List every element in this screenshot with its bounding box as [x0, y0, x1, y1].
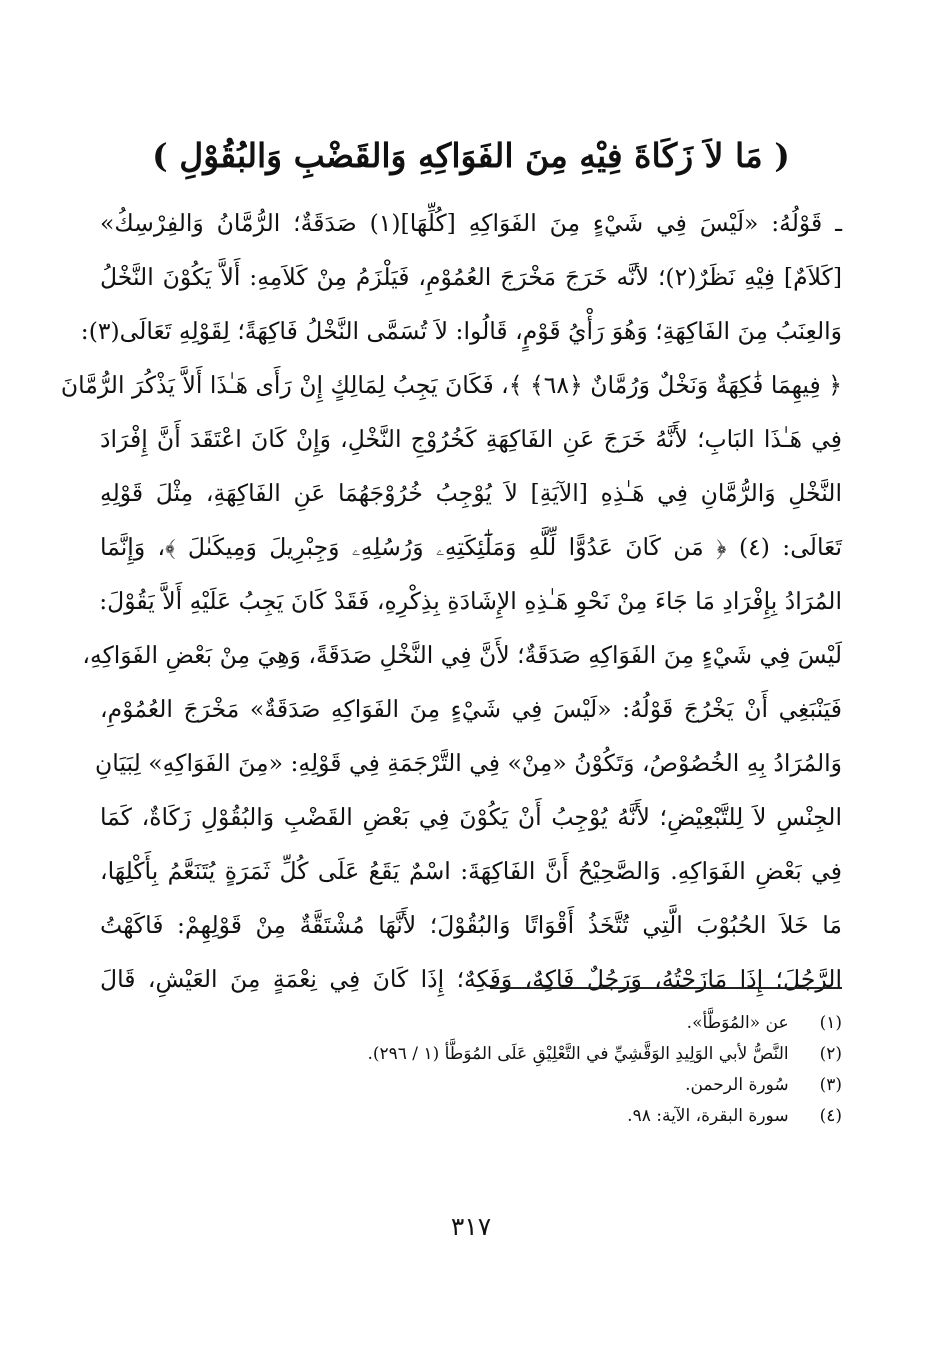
text-line: الرَّجُلَ؛ إِذَا مَازَحْتُهُ، وَرَجُلٌ فَاكِهٌ، وَفَكِهٌ؛ إِذَا كَانَ فِي نِعْمَةٍ مِنَ العَيْشِ، قَالَ	[100, 965, 842, 993]
text-line: لَيْسَ فِي شَيْءٍ مِنَ الفَوَاكِهِ صَدَقَةٌ؛ لأَنَّ فِي النَّخْلِ صَدَقَةً، وَهِيَ مِنْ بَعْضِ الفَوَاكِهِ،	[82, 641, 842, 669]
text-line: فِي هَـٰذَا البَابِ؛ لأَنَّهُ خَرَجَ عَنِ الفَاكِهَةِ كَخُرُوْجِ النَّخْلِ، وَإِنْ كَانَ اعْتَقَدَ أَنَّ إِفْرَادَ	[100, 425, 842, 453]
text-line: النَّخْلِ وَالرُّمَّانِ فِي هَـٰذِهِ [الآيَةِ] لاَ يُوْجِبُ خُرُوْجَهُمَا عَنِ الفَاكِهَةِ، مِثْلَ قَوْلِهِ	[100, 479, 843, 507]
footnote-number: (١)	[819, 1013, 842, 1033]
footnote-item	[100, 1039, 842, 1070]
page-number: ٣١٧	[450, 1212, 492, 1241]
footnote-text: سورة البقرة، الآية: ٩٨.	[627, 1106, 789, 1126]
text-line: [كَلاَمٌ] فِيْهِ نَظَرٌ(٢)؛ لأنَّه خَرَجَ مَخْرَجَ العُمُوْمِ، فَيَلْزَمُ مِنْ كَلاَمِهِ: أَلاَّ يَكُوْنَ النَّخْلُ	[100, 263, 843, 291]
text-line: فَيَنْبَغِي أَنْ يَخْرُجَ قَوْلُهُ: «لَيْسَ فِي شَيْءٍ مِنَ الفَوَاكِهِ صَدَقَةٌ» مَخْرَجَ العُمُوْمِ،	[100, 695, 842, 723]
text-line: المُرَادُ بِإِفْرَادِ مَا جَاءَ مِنْ نَحْوِ هَـٰذِهِ الإِشَادَةِ بِذِكْرِهِ، فَقَدْ كَانَ يَجِبُ عَلَيْهِ أَلاَّ يَقُوْلَ:	[99, 587, 842, 615]
text-line: وَالعِنَبُ مِنَ الفَاكِهَةِ؛ وَهُوَ رَأْيُ قَوْمٍ، قَالُوا: لاَ تُسَمَّى النَّخْلُ فَاكِهَةً؛ لِقَوْلِهِ تَعَالَى(٣):	[80, 317, 842, 345]
footnote-number: (٢)	[819, 1044, 842, 1064]
footnote-text: سُورة الرحمن.	[685, 1075, 789, 1095]
text-line: فِي بَعْضِ الفَوَاكِهِ. وَالصَّحِيْحُ أَنَّ الفَاكِهَةَ: اسْمٌ يَقَعُ عَلَى كُلِّ ثَمَرَةٍ يُتَنَعَّمُ بِأَكْلِهَا،	[100, 857, 842, 885]
text-line: ﴿ فِيهِمَا فَٰكِهَةٌ وَنَخْلٌ وَرُمَّانٌ ﴿٦٨﴾ ﴾، فَكَانَ يَجِبُ لِمَالِكٍ إِنْ رَأَى هَـٰذَا أَلاَّ يَذْكُرَ الرُّمَّانَ	[60, 371, 842, 399]
footnote-number: (٣)	[819, 1075, 842, 1095]
footnote-item	[100, 1008, 842, 1039]
footnote-divider	[490, 987, 842, 989]
footnote-number: (٤)	[819, 1106, 842, 1126]
body-text	[60, 196, 843, 1006]
text-line: تَعَالَى: (٤) ﴿ مَن كَانَ عَدُوًّا لِّلَّهِ وَمَلَٰٓئِكَتِهِۦ وَرُسُلِهِۦ وَجِبْرِيلَ وَمِيكَىٰلَ ﴾، وَإِنَّمَا	[100, 533, 843, 561]
text-line: الجِنْسِ لاَ لِلتَّبْعِيْضِ؛ لأَنَّهُ يُوْجِبُ أَنْ يَكُوْنَ فِي بَعْضِ القَضْبِ وَالبُقُوْلِ زَكَاةٌ، كَمَا	[100, 803, 842, 831]
text-line: وَالمُرَادُ بِهِ الخُصُوْصُ، وَتَكُوْنُ «مِنْ» فِي التَّرْجَمَةِ فِي قَوْلِهِ: «مِنَ الفَوَاكِهِ» لِبَيَانِ	[95, 749, 842, 777]
footnote-text: عن «المُوَطَّأ».	[686, 1013, 789, 1033]
footnote-text: النَّصُّ لأبي الوَلِيدِ الوَقَّشِيِّ في التَّعْلِيْقِ عَلَى المُوَطَّأ (١ / ٢٩٦).	[367, 1044, 789, 1064]
chapter-title: ( مَا لاَ زَكَاةَ فِيْهِ مِنَ الفَوَاكِهِ وَالقَضْبِ وَالبُقُوْلِ )	[152, 136, 790, 175]
footnotes	[100, 1008, 842, 1132]
text-line: ـ قَوْلُهُ: «لَيْسَ فِي شَيْءٍ مِنَ الفَوَاكِهِ [كُلِّهَا](١) صَدَقَةٌ؛ الرُّمَّانُ وَالفِرْسِكُ»	[100, 209, 842, 237]
footnote-item	[100, 1101, 842, 1132]
text-line: مَا خَلاَ الحُبُوْبَ الَّتِي تُتَّخَذُ أَقْوَاتًا وَالبُقُوْلَ؛ لأَنَّهَا مُشْتَقَّةٌ مِنْ قَوْلِهِمْ: فَاكَهْتُ	[100, 911, 842, 939]
footnote-item	[100, 1070, 842, 1101]
